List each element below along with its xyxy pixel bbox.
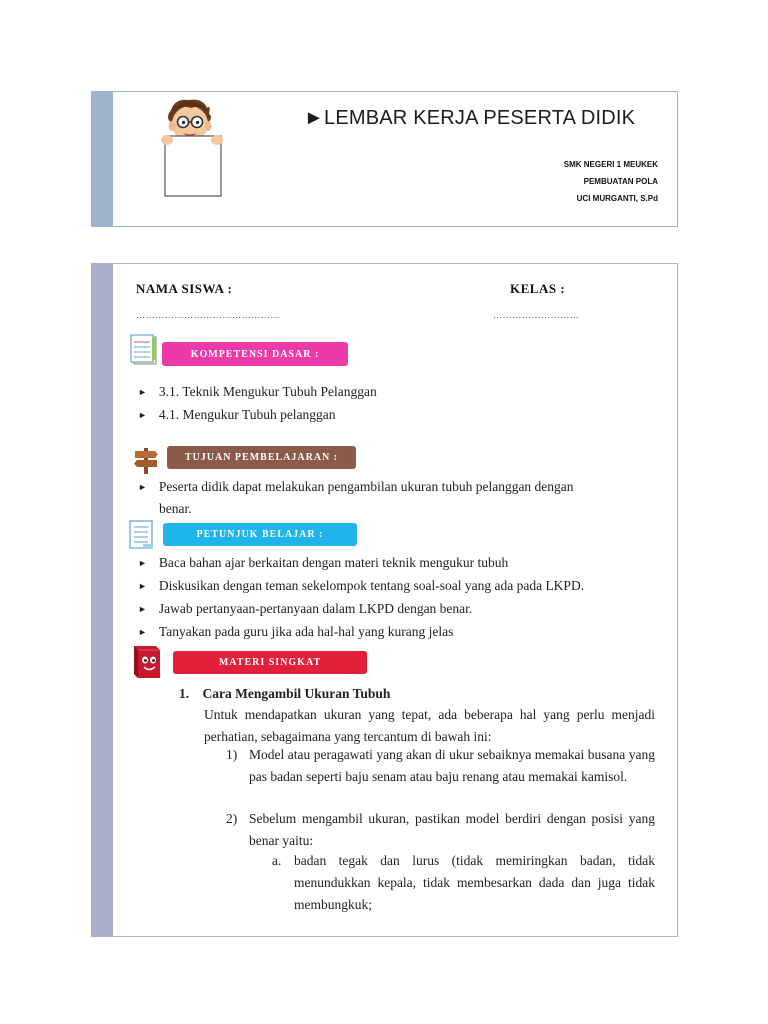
student-name-label: NAMA SISWA : [136, 281, 233, 296]
notebook-icon [130, 334, 160, 366]
petunjuk-item [138, 621, 453, 644]
materi-heading-number: 1. [179, 686, 190, 701]
school-name: SMK NEGERI 1 MEUKEK [563, 160, 658, 169]
petunjuk-item [138, 598, 472, 621]
content-side-stripe [91, 263, 113, 937]
petunjuk-item-text: Jawab pertanyaan-pertanyaan dalam LKPD dengan benar. [158, 601, 473, 616]
bullet-arrow-icon: ► [138, 627, 147, 637]
class-label: KELAS : [510, 281, 566, 296]
kompetensi-dasar-banner: KOMPETENSI DASAR : [162, 342, 348, 366]
bullet-arrow-icon: ► [138, 604, 147, 614]
red-book-icon [130, 644, 164, 680]
materi-heading [179, 684, 390, 704]
tujuan-line-1: Peserta didik dapat melakukan pengambilan ukuran tubuh pelanggan dengan [158, 479, 574, 494]
student-name-field[interactable]: ……………………………………… [136, 310, 280, 320]
petunjuk-belajar-banner: PETUNJUK BELAJAR : [163, 523, 357, 546]
worksheet-title: ►LEMBAR KERJA PESERTA DIDIK [304, 107, 636, 129]
materi-heading-text: Cara Mengambil Ukuran Tubuh [202, 686, 391, 701]
kd-item-text: 4.1. Mengukur Tubuh pelanggan [158, 407, 336, 422]
tujuan-line-2: benar. [159, 501, 192, 516]
materi-intro: Untuk mendapatkan ukuran yang tepat, ada beberapa hal yang perlu menjadi perhatian, sebagaimana yang tercantum di bawah ini: [204, 707, 655, 744]
teacher-name: UCI MURGANTI, S.Pd [576, 194, 658, 203]
materi-singkat-banner: MATERI SINGKAT [173, 651, 367, 674]
petunjuk-item-text: Diskusikan dengan teman sekelompok tentang soal-soal yang ada pada LKPD. [158, 578, 585, 593]
point-2-text: Sebelum mengambil ukuran, pastikan model berdiri dengan posisi yang benar yaitu: [249, 811, 655, 848]
sub-a-number: a. [272, 853, 282, 868]
kd-item [138, 381, 377, 404]
teacher-cartoon-icon [145, 96, 235, 200]
point-1-number: 1) [226, 747, 238, 762]
tujuan-pembelajaran-banner: TUJUAN PEMBELAJARAN : [167, 446, 356, 469]
bullet-arrow-icon: ► [138, 410, 147, 420]
bullet-arrow-icon: ► [138, 482, 147, 492]
kd-item-text: 3.1. Teknik Mengukur Tubuh Pelanggan [158, 384, 377, 399]
subject-name: PEMBUATAN POLA [583, 177, 658, 186]
bullet-arrow-icon: ► [138, 581, 147, 591]
petunjuk-item-text: Baca bahan ajar berkaitan dengan materi teknik mengukur tubuh [158, 555, 509, 570]
class-field[interactable]: ……………………… [493, 310, 580, 320]
bullet-arrow-icon: ► [138, 387, 147, 397]
kd-item [138, 404, 336, 427]
sub-a-text: badan tegak dan lurus (tidak memiringkan badan, tidak menundukkan kepala, tidak membesarkan dada dan juga tidak membungkuk; [294, 853, 655, 912]
petunjuk-item-text: Tanyakan pada guru jika ada hal-hal yang kurang jelas [158, 624, 454, 639]
checklist-icon [129, 520, 155, 550]
header-side-stripe [91, 91, 113, 227]
bullet-arrow-icon: ► [138, 558, 147, 568]
point-2-number: 2) [226, 811, 238, 826]
petunjuk-item [138, 552, 508, 575]
tujuan-item [138, 476, 574, 499]
petunjuk-item [138, 575, 584, 598]
signpost-icon [133, 446, 159, 474]
point-1-text: Model atau peragawati yang akan di ukur sebaiknya memakai busana yang pas badan seperti baju senam atau baju renang atau memakai kamisol. [249, 747, 655, 784]
